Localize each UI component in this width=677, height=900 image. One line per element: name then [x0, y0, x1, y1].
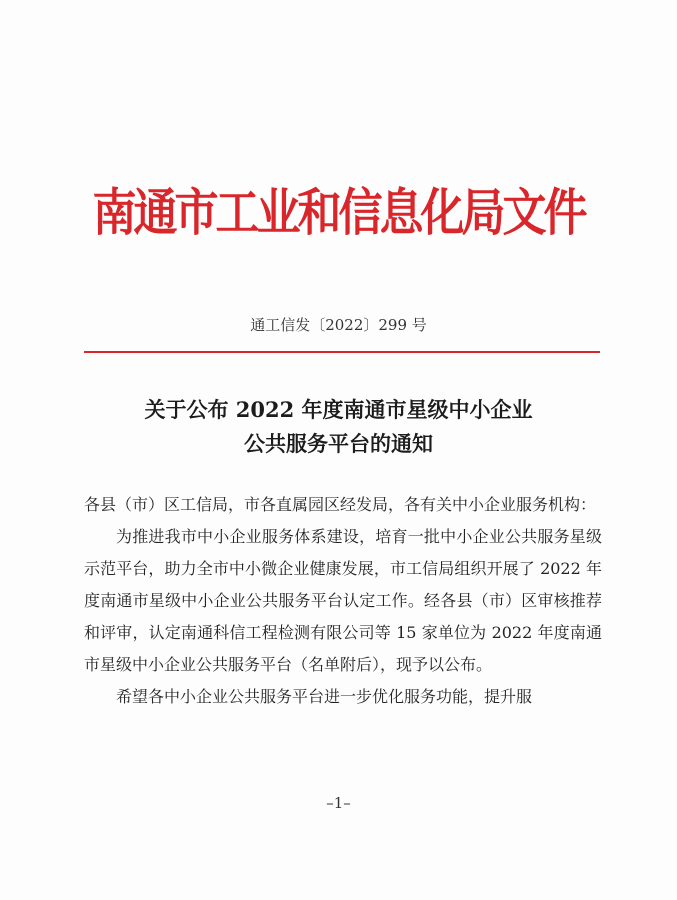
document-number: 通工信发〔2022〕299 号: [250, 316, 427, 334]
issuer-header-title: 南通市工业和信息化局文件: [92, 184, 585, 243]
notice-title: [0, 393, 677, 461]
body-paragraph-2: 希望各中小企业公共服务平台进一步优化服务功能，提升服: [116, 687, 533, 706]
notice-title-line-1: 关于公布 2022 年度南通市星级中小企业: [144, 397, 533, 422]
page-number: –1–: [326, 794, 351, 812]
body-paragraph-1: 为推进我市中小企业服务体系建设，培育一批中小企业公共服务星级示范平台，助力全市中小微企业健康发展，市工信局组织开展了 2022 年度南通市星级中小企业公共服务平台认定工作。经各县（市）区审核推荐和评审，认定南通科信工程检测有限公司等 15 家单位为 2022 年度南通市星级中小企业公共服务平台（名单附后），现予以公布。: [84, 527, 602, 674]
red-divider-line: [84, 351, 600, 353]
notice-body: [84, 489, 602, 713]
salutation: 各县（市）区工信局，市各直属园区经发局，各有关中小企业服务机构：: [84, 495, 597, 514]
notice-title-line-2: 公共服务平台的通知: [244, 431, 433, 456]
